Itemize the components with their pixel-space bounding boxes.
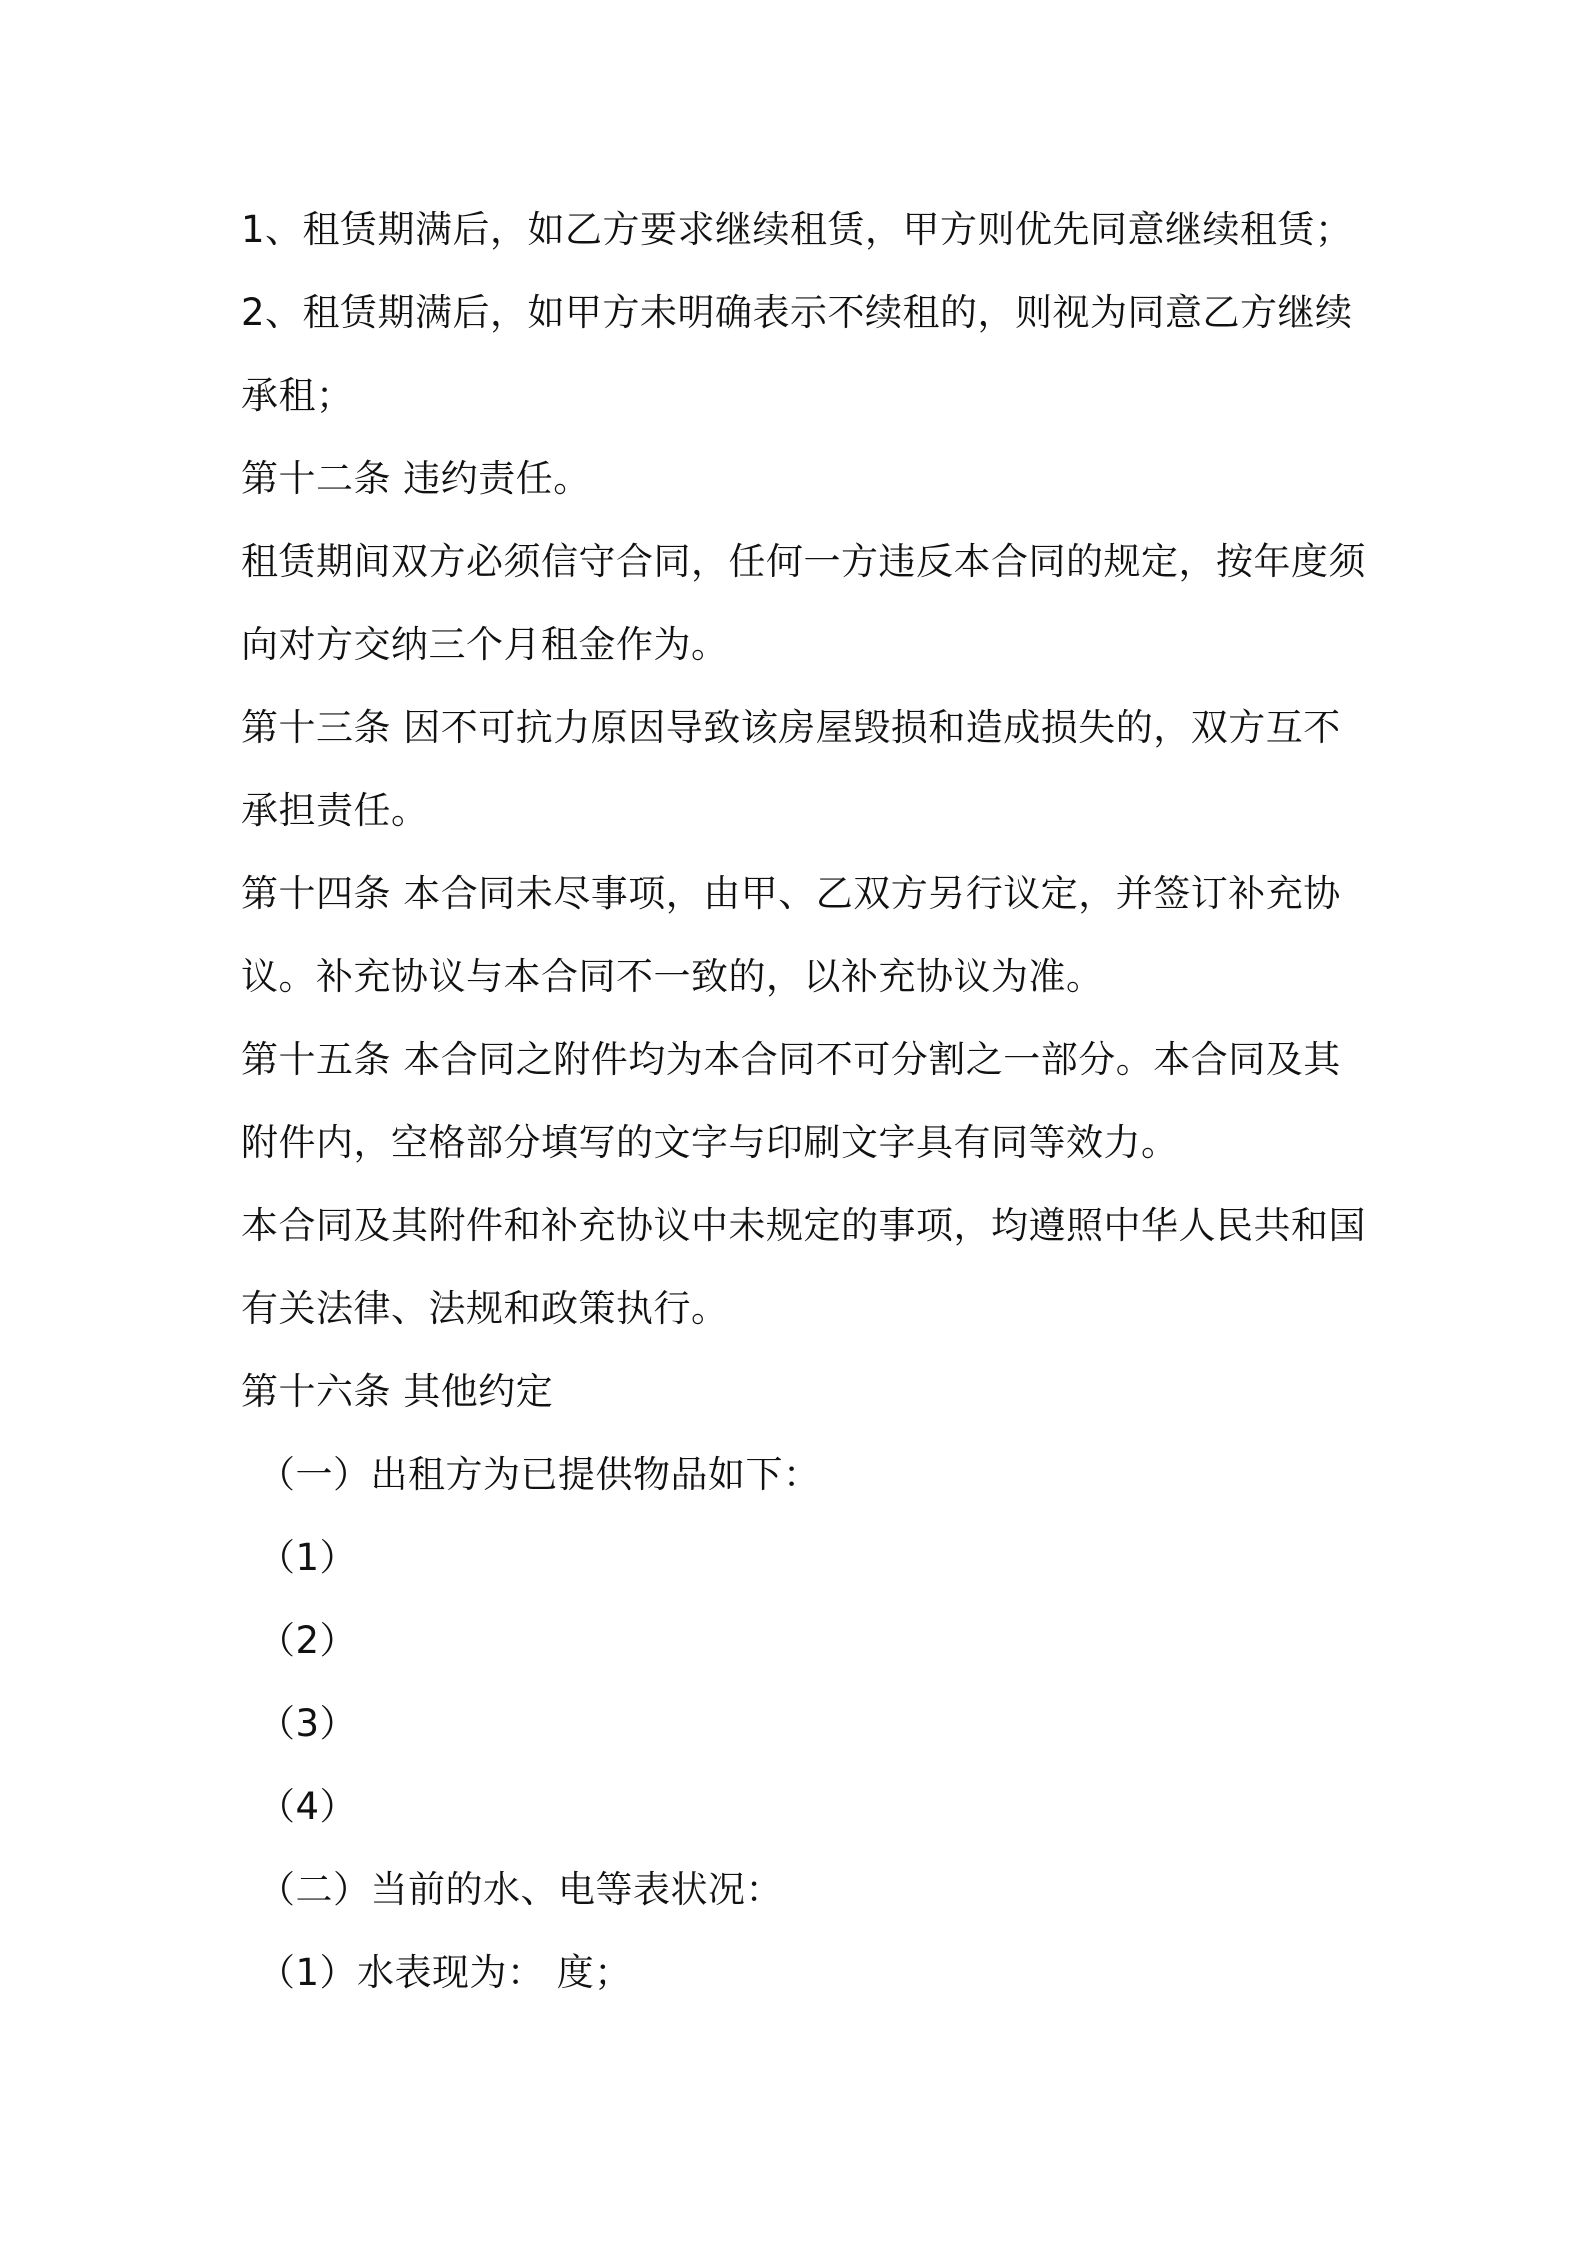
article-14-text: 第十四条 本合同未尽事项，由甲、乙双方另行议定，并签订补充协 bbox=[241, 872, 1341, 915]
provided-items-heading: （一）出租方为已提供物品如下： bbox=[258, 1453, 821, 1496]
clause-renewal-2-cont: 承租； bbox=[241, 374, 354, 417]
water-meter-reading: （1）水表现为： 度； bbox=[258, 1951, 632, 1994]
article-12-text: 租赁期间双方必须信守合同，任何一方违反本合同的规定，按年度须 bbox=[241, 540, 1366, 583]
article-12-text-cont: 向对方交纳三个月租金作为。 bbox=[241, 623, 729, 666]
provided-item-2: （2） bbox=[258, 1619, 358, 1662]
article-12-heading: 第十二条 违约责任。 bbox=[241, 457, 591, 500]
article-13-text: 第十三条 因不可抗力原因导致该房屋毁损和造成损失的，双方互不 bbox=[241, 706, 1341, 749]
supplementary-law-text: 本合同及其附件和补充协议中未规定的事项，均遵照中华人民共和国 bbox=[241, 1204, 1366, 1247]
provided-item-1: （1） bbox=[258, 1536, 358, 1579]
article-16-heading: 第十六条 其他约定 bbox=[241, 1370, 554, 1413]
article-14-text-cont: 议。补充协议与本合同不一致的，以补充协议为准。 bbox=[241, 955, 1104, 998]
provided-item-4: （4） bbox=[258, 1785, 358, 1828]
supplementary-law-text-cont: 有关法律、法规和政策执行。 bbox=[241, 1287, 729, 1330]
clause-renewal-1: 1、租赁期满后，如乙方要求继续租赁，甲方则优先同意继续租赁； bbox=[241, 208, 1353, 251]
article-15-text: 第十五条 本合同之附件均为本合同不可分割之一部分。本合同及其 bbox=[241, 1038, 1341, 1081]
clause-renewal-2: 2、租赁期满后，如甲方未明确表示不续租的，则视为同意乙方继续 bbox=[241, 291, 1353, 334]
meter-status-heading: （二）当前的水、电等表状况： bbox=[258, 1868, 783, 1911]
article-15-text-cont: 附件内，空格部分填写的文字与印刷文字具有同等效力。 bbox=[241, 1121, 1179, 1164]
provided-item-3: （3） bbox=[258, 1702, 358, 1745]
article-13-text-cont: 承担责任。 bbox=[241, 789, 429, 832]
